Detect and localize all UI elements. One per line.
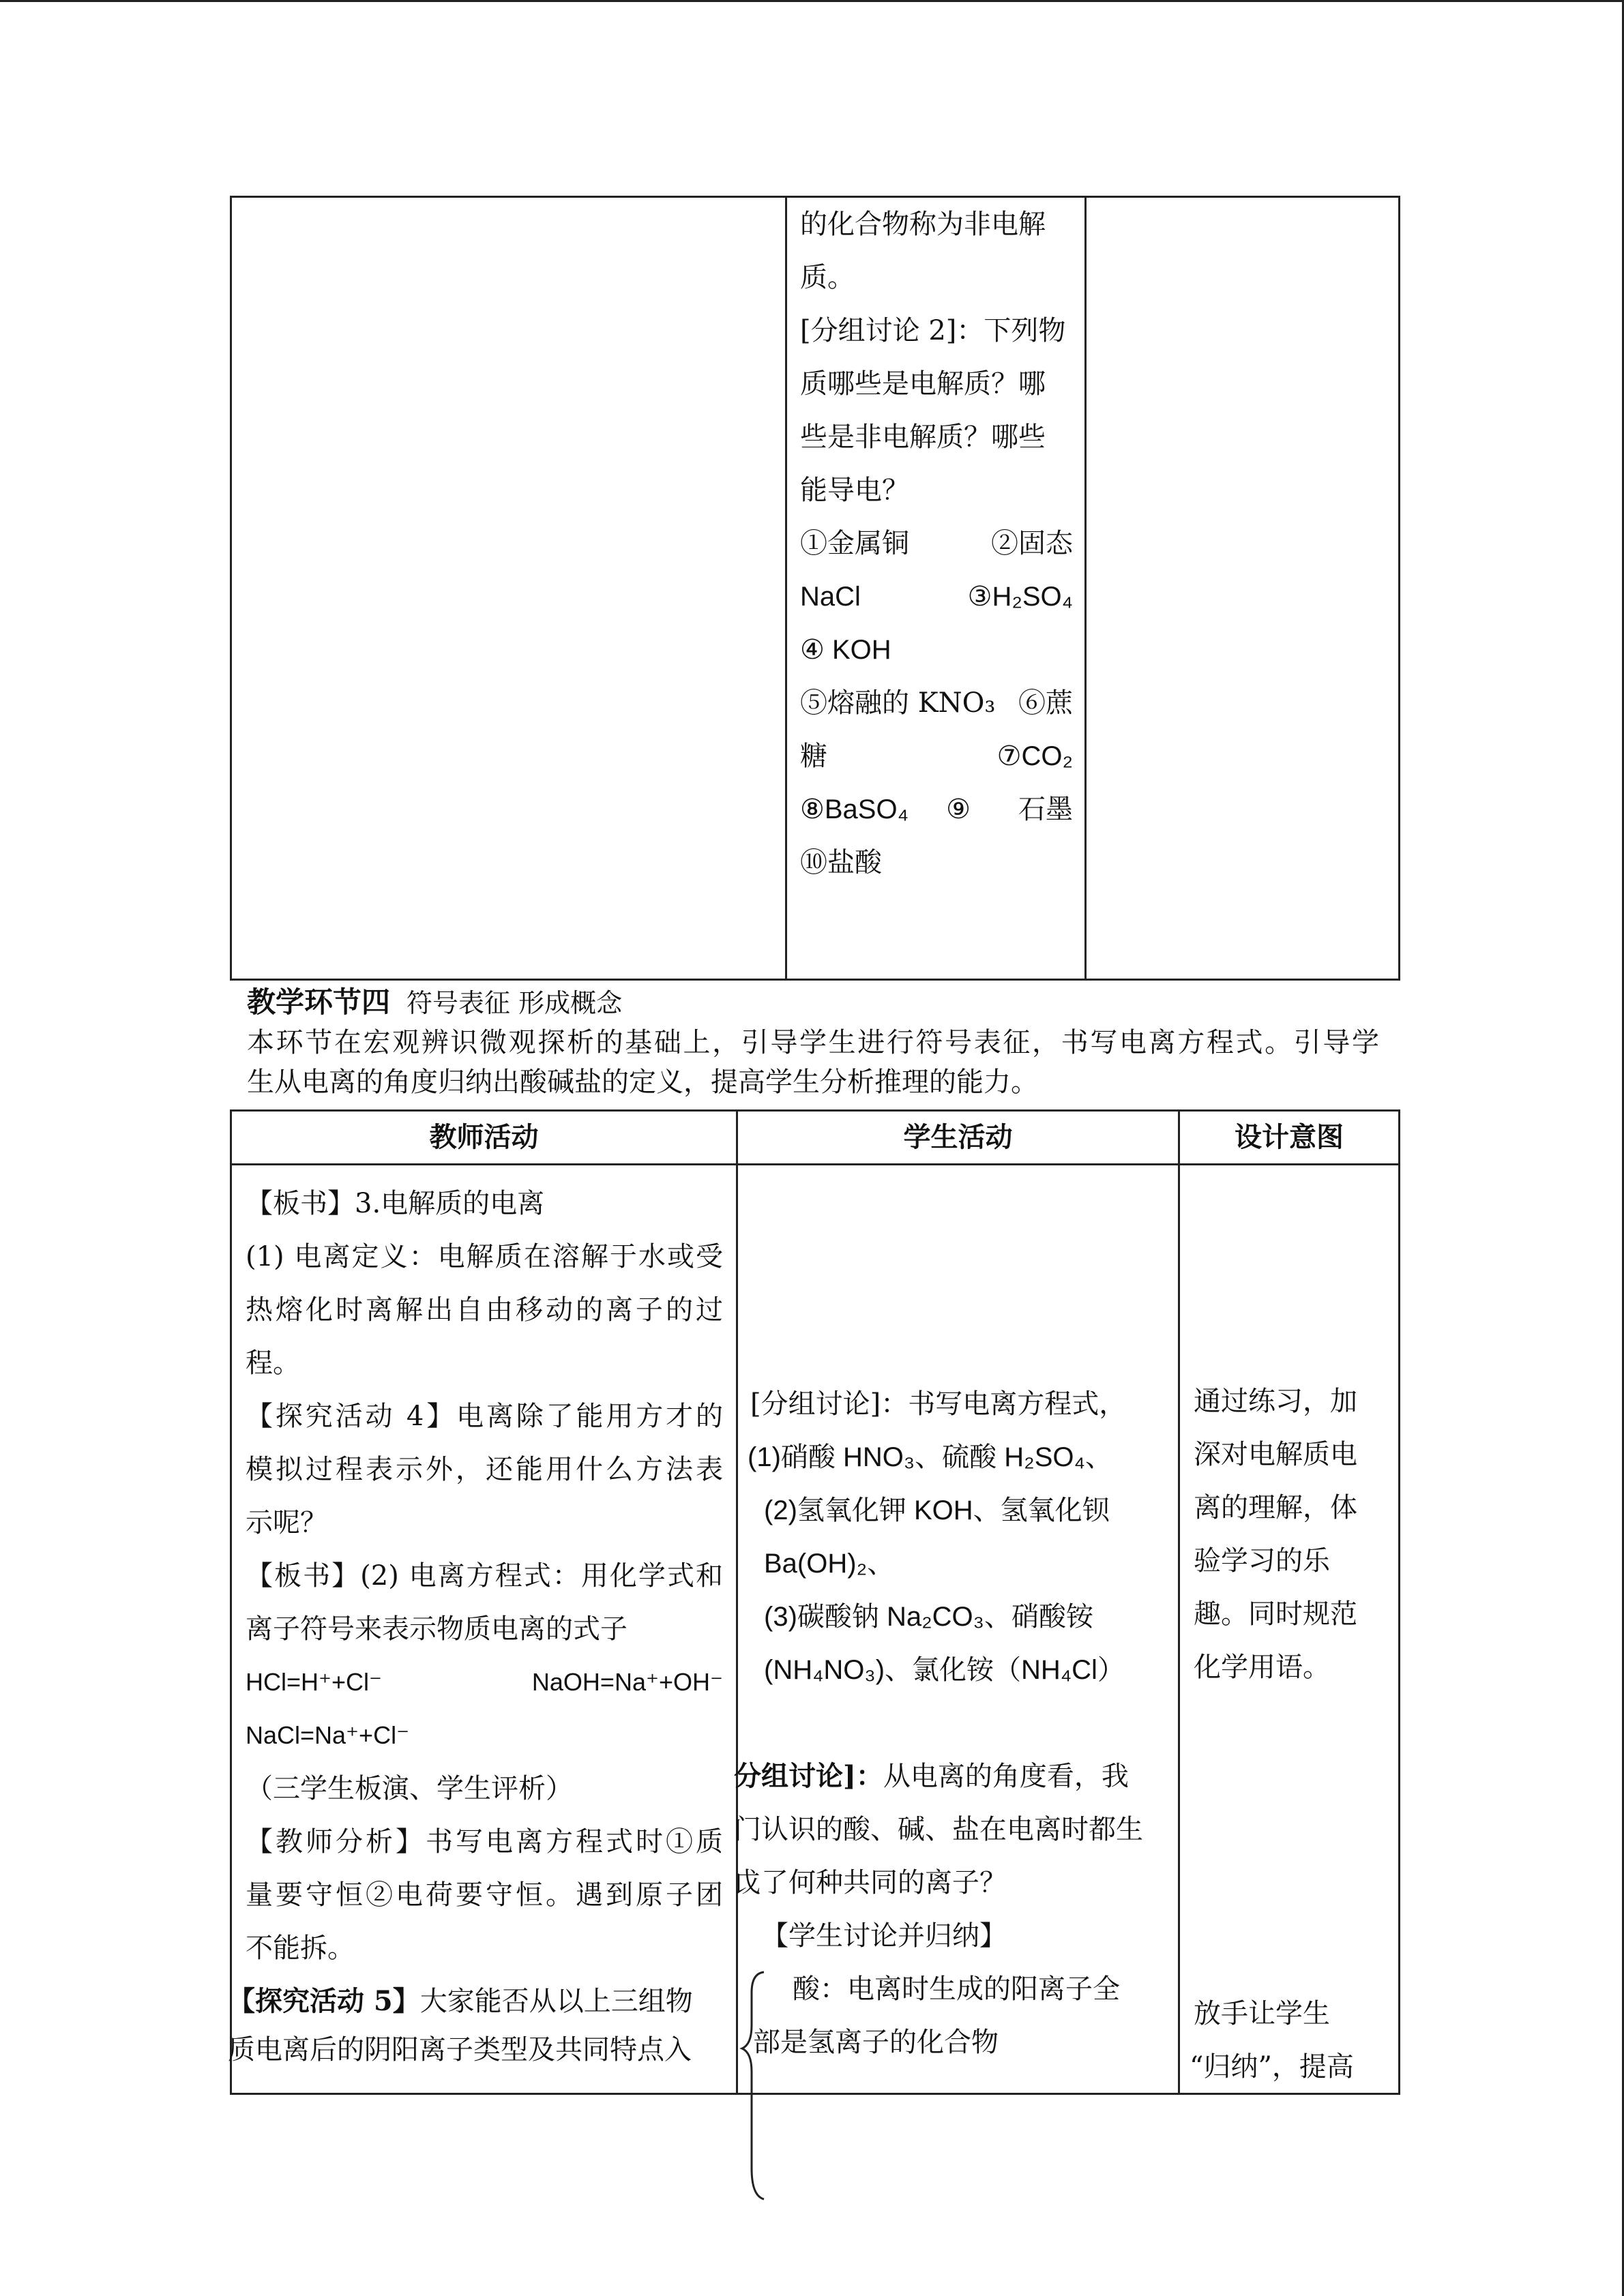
student-line: (NH₄NO₃)、氯化铵（NH₄Cl） <box>764 1655 1125 1685</box>
student-line: [分组讨论]：书写电离方程式， <box>750 1388 1127 1420</box>
equation-hcl: HCl=H⁺+Cl⁻ <box>246 1668 383 1696</box>
top-activity-line: 质哪些是电解质？哪 <box>800 368 1046 400</box>
design-line: 离的理解，体 <box>1194 1492 1357 1523</box>
page-top-border <box>0 0 1624 2</box>
teacher-line: 模拟过程表示外，还能用什么方法表 <box>246 1454 723 1485</box>
item-6: ⑥蔗 <box>1018 687 1073 719</box>
teacher-line: 大家能否从以上三组物 <box>419 1986 693 2017</box>
top-activity-line: [分组讨论 2]：下列物 <box>800 315 1066 346</box>
design-line: 趣。同时规范 <box>1194 1598 1357 1630</box>
teacher-line: 不能拆。 <box>246 1933 355 1964</box>
curly-brace-icon <box>737 1964 778 2209</box>
student-line: Ba(OH)₂、 <box>764 1549 895 1579</box>
item-5: ⑤熔融的 KNO₃ <box>800 687 996 719</box>
design-line: 放手让学生 <box>1194 1998 1330 2029</box>
teacher-line: 【教师分析】书写电离方程式时①质 <box>246 1826 723 1858</box>
section-title: 教学环节四 <box>247 985 391 1019</box>
design-line: “归纳”，提高 <box>1190 2051 1354 2083</box>
top-activity-line: 些是非电解质？哪些 <box>800 421 1046 453</box>
item-2-continued: NaCl <box>800 582 861 612</box>
student-line: (2)氢氧化钾 KOH、氢氧化钡 <box>764 1495 1110 1525</box>
teacher-line: (1) 电离定义：电解质在溶解于水或受 <box>246 1241 723 1272</box>
top-activity-line: 能导电？ <box>800 475 909 506</box>
teacher-line: 量要守恒②电荷要守恒。遇到原子团 <box>246 1879 723 1911</box>
design-intent-cell <box>1194 1375 1391 1694</box>
design-line: 验学习的乐 <box>1194 1545 1330 1577</box>
student-line: 【学生讨论并归纳】 <box>761 1920 1007 1952</box>
design-line: 化学用语。 <box>1194 1652 1330 1683</box>
equation-nacl: NaCl=Na⁺+Cl⁻ <box>246 1721 410 1749</box>
item-3: ③H₂SO₄ <box>967 582 1073 612</box>
teacher-activity-cell <box>228 1177 723 2072</box>
item-9-text: 石墨 <box>1018 794 1073 825</box>
student-line: (3)碳酸钠 Na₂CO₃、硝酸铵 <box>764 1602 1093 1632</box>
section-intro <box>247 1023 1379 1102</box>
student-line: 部是氢离子的化合物 <box>753 2027 999 2058</box>
teacher-line: 离子符号来表示物质电离的式子 <box>246 1613 628 1645</box>
header-teacher-activity: 教师活动 <box>429 1122 539 1152</box>
design-line: 通过练习，加 <box>1194 1386 1357 1417</box>
equation-naoh: NaOH=Na⁺+OH⁻ <box>531 1668 723 1696</box>
teacher-line-bold: 【探究活动 5】 <box>228 1985 420 2017</box>
top-activity-cell <box>800 198 1073 889</box>
item-1: ①金属铜 <box>800 528 909 559</box>
item-6-continued: 糖 <box>800 741 827 772</box>
section-heading <box>247 982 622 1024</box>
item-2: ②固态 <box>991 528 1073 559</box>
item-10: ⑩盐酸 <box>800 847 882 878</box>
top-activity-line: 质。 <box>800 262 855 293</box>
teacher-line: 【探究活动 4】电离除了能用方才的 <box>246 1401 723 1432</box>
teacher-line: 程。 <box>246 1347 300 1379</box>
student-line: 从电离的角度看，我 <box>883 1761 1129 1792</box>
teacher-line: （三学生板演、学生评析） <box>246 1773 573 1804</box>
student-line: 门认识的酸、碱、盐在电离时都生 <box>734 1814 1143 1845</box>
item-4: ④ KOH <box>800 635 891 665</box>
teacher-line: 【板书】(2) 电离方程式：用化学式和 <box>246 1560 723 1592</box>
item-9-number: ⑨ <box>946 794 971 825</box>
student-line: (1)硝酸 HNO₃、硫酸 H₂SO₄、 <box>748 1442 1112 1472</box>
student-line-bold: 分组讨论]： <box>734 1760 883 1792</box>
teacher-line: 示呢？ <box>246 1507 327 1538</box>
teacher-line: 【板书】3.电解质的电离 <box>246 1188 545 1219</box>
header-student-activity: 学生活动 <box>903 1122 1013 1152</box>
intro-line: 本环节在宏观辨识微观探析的基础上，引导学生进行符号表征，书写电离方程式。引导学 <box>247 1027 1379 1058</box>
section-subtitle: 符号表征 形成概念 <box>407 988 623 1018</box>
student-line: 酸：电离时生成的阳离子全 <box>793 1973 1120 2005</box>
design-line: 深对电解质电 <box>1194 1439 1357 1470</box>
header-design-intent: 设计意图 <box>1235 1122 1344 1152</box>
intro-line: 生从电离的角度归纳出酸碱盐的定义，提高学生分析推理的能力。 <box>247 1067 1038 1098</box>
teacher-line: 质电离后的阴阳离子类型及共同特点入 <box>228 2034 692 2066</box>
top-activity-line: 的化合物称为非电解 <box>800 209 1046 240</box>
student-activity-cell <box>734 1377 1173 2069</box>
teacher-line: 热熔化时离解出自由移动的离子的过 <box>246 1294 723 1326</box>
item-7: ⑦CO₂ <box>996 741 1073 771</box>
item-8: ⑧BaSO₄ <box>800 794 909 824</box>
student-line: 戉了何种共同的离子？ <box>734 1867 1007 1898</box>
design-intent-cell-2 <box>1190 1987 1391 2093</box>
